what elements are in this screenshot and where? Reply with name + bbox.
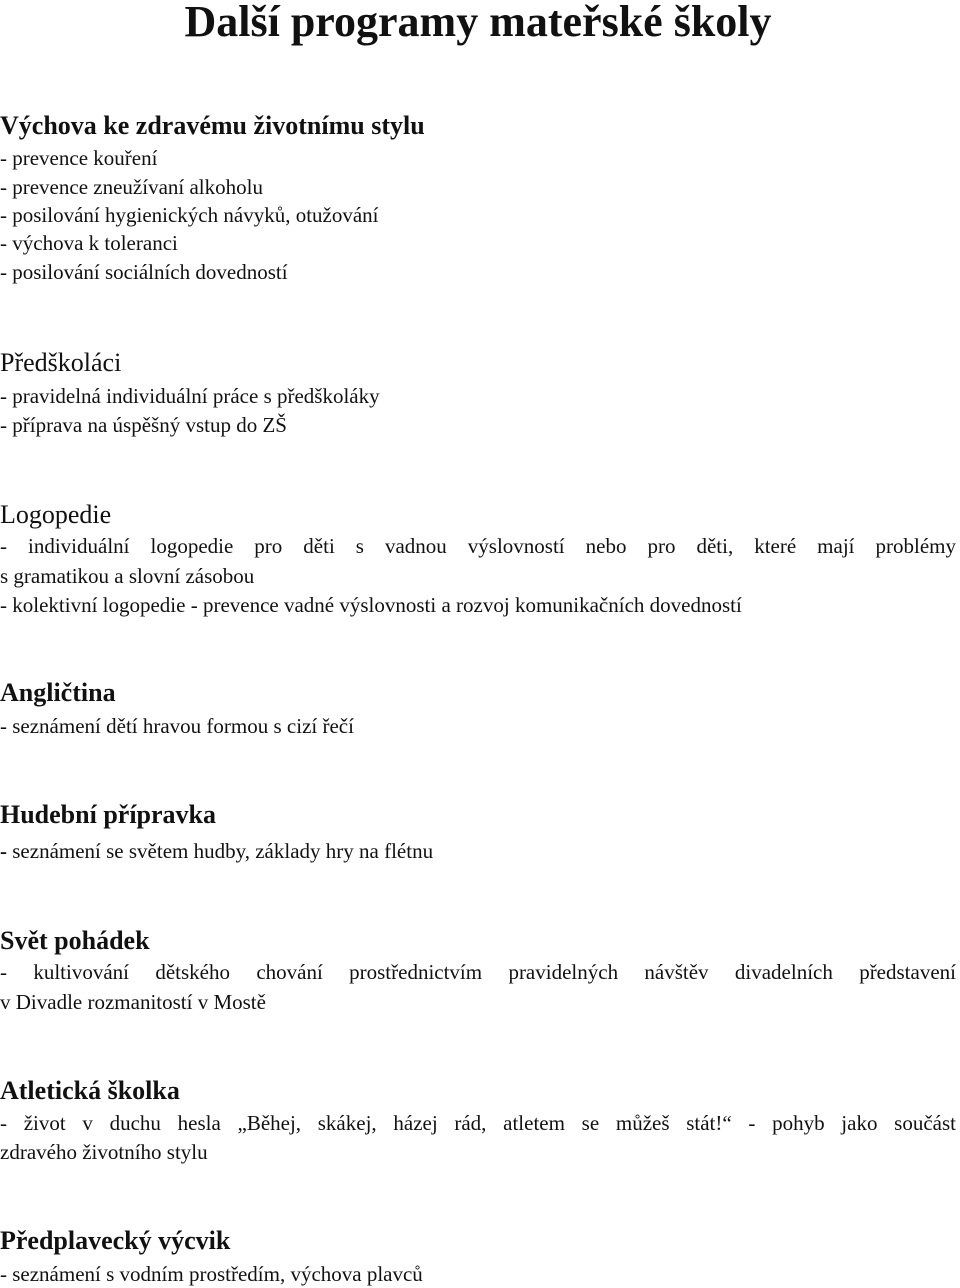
list-item: v Divadle rozmanitostí v Mostě bbox=[0, 990, 266, 1014]
section-heading-english: Angličtina bbox=[0, 678, 116, 707]
list-item: zdravého životního stylu bbox=[0, 1140, 208, 1164]
list-item: - posilování sociálních dovedností bbox=[0, 260, 288, 284]
section-heading-pre-swimming: Předplavecký výcvik bbox=[0, 1226, 231, 1255]
list-item: - seznámení s vodním prostředím, výchova plavců bbox=[0, 1262, 423, 1286]
list-item: - individuální logopedie pro děti s vadnou výslovností nebo pro děti, které mají problémy bbox=[0, 534, 956, 558]
list-item: - seznámení dětí hravou formou s cizí řečí bbox=[0, 714, 354, 738]
section-heading-healthy-lifestyle: Výchova ke zdravému životnímu stylu bbox=[0, 111, 425, 140]
section-heading-athletic-school: Atletická školka bbox=[0, 1076, 180, 1105]
list-item: - pravidelná individuální práce s předškoláky bbox=[0, 384, 380, 408]
list-item: - příprava na úspěšný vstup do ZŠ bbox=[0, 413, 287, 437]
section-heading-music-preparation: Hudební přípravka bbox=[0, 800, 217, 829]
list-item: - posilování hygienických návyků, otužování bbox=[0, 203, 379, 227]
section-heading-speech-therapy: Logopedie bbox=[0, 500, 112, 529]
list-item: - prevence zneužívaní alkoholu bbox=[0, 175, 263, 199]
list-item: - kultivování dětského chování prostřednictvím pravidelných návštěv divadelních představení bbox=[0, 960, 956, 984]
list-item: s gramatikou a slovní zásobou bbox=[0, 564, 255, 588]
list-item: - výchova k toleranci bbox=[0, 231, 178, 255]
list-item bbox=[0, 838, 433, 864]
list-item: - prevence kouření bbox=[0, 146, 158, 170]
list-item-text: seznámení se světem hudby, základy hry na flétnu bbox=[7, 839, 434, 863]
list-dash: - bbox=[0, 839, 7, 863]
section-heading-preschoolers: Předškoláci bbox=[0, 348, 122, 377]
list-item: - kolektivní logopedie - prevence vadné výslovnosti a rozvoj komunikačních dovedností bbox=[0, 593, 742, 617]
page-title: Další programy mateřské školy bbox=[184, 0, 772, 46]
section-heading-fairy-tales: Svět pohádek bbox=[0, 926, 150, 955]
list-item: - život v duchu hesla „Běhej, skákej, házej rád, atletem se můžeš stát!“ - pohyb jako součást bbox=[0, 1111, 956, 1135]
